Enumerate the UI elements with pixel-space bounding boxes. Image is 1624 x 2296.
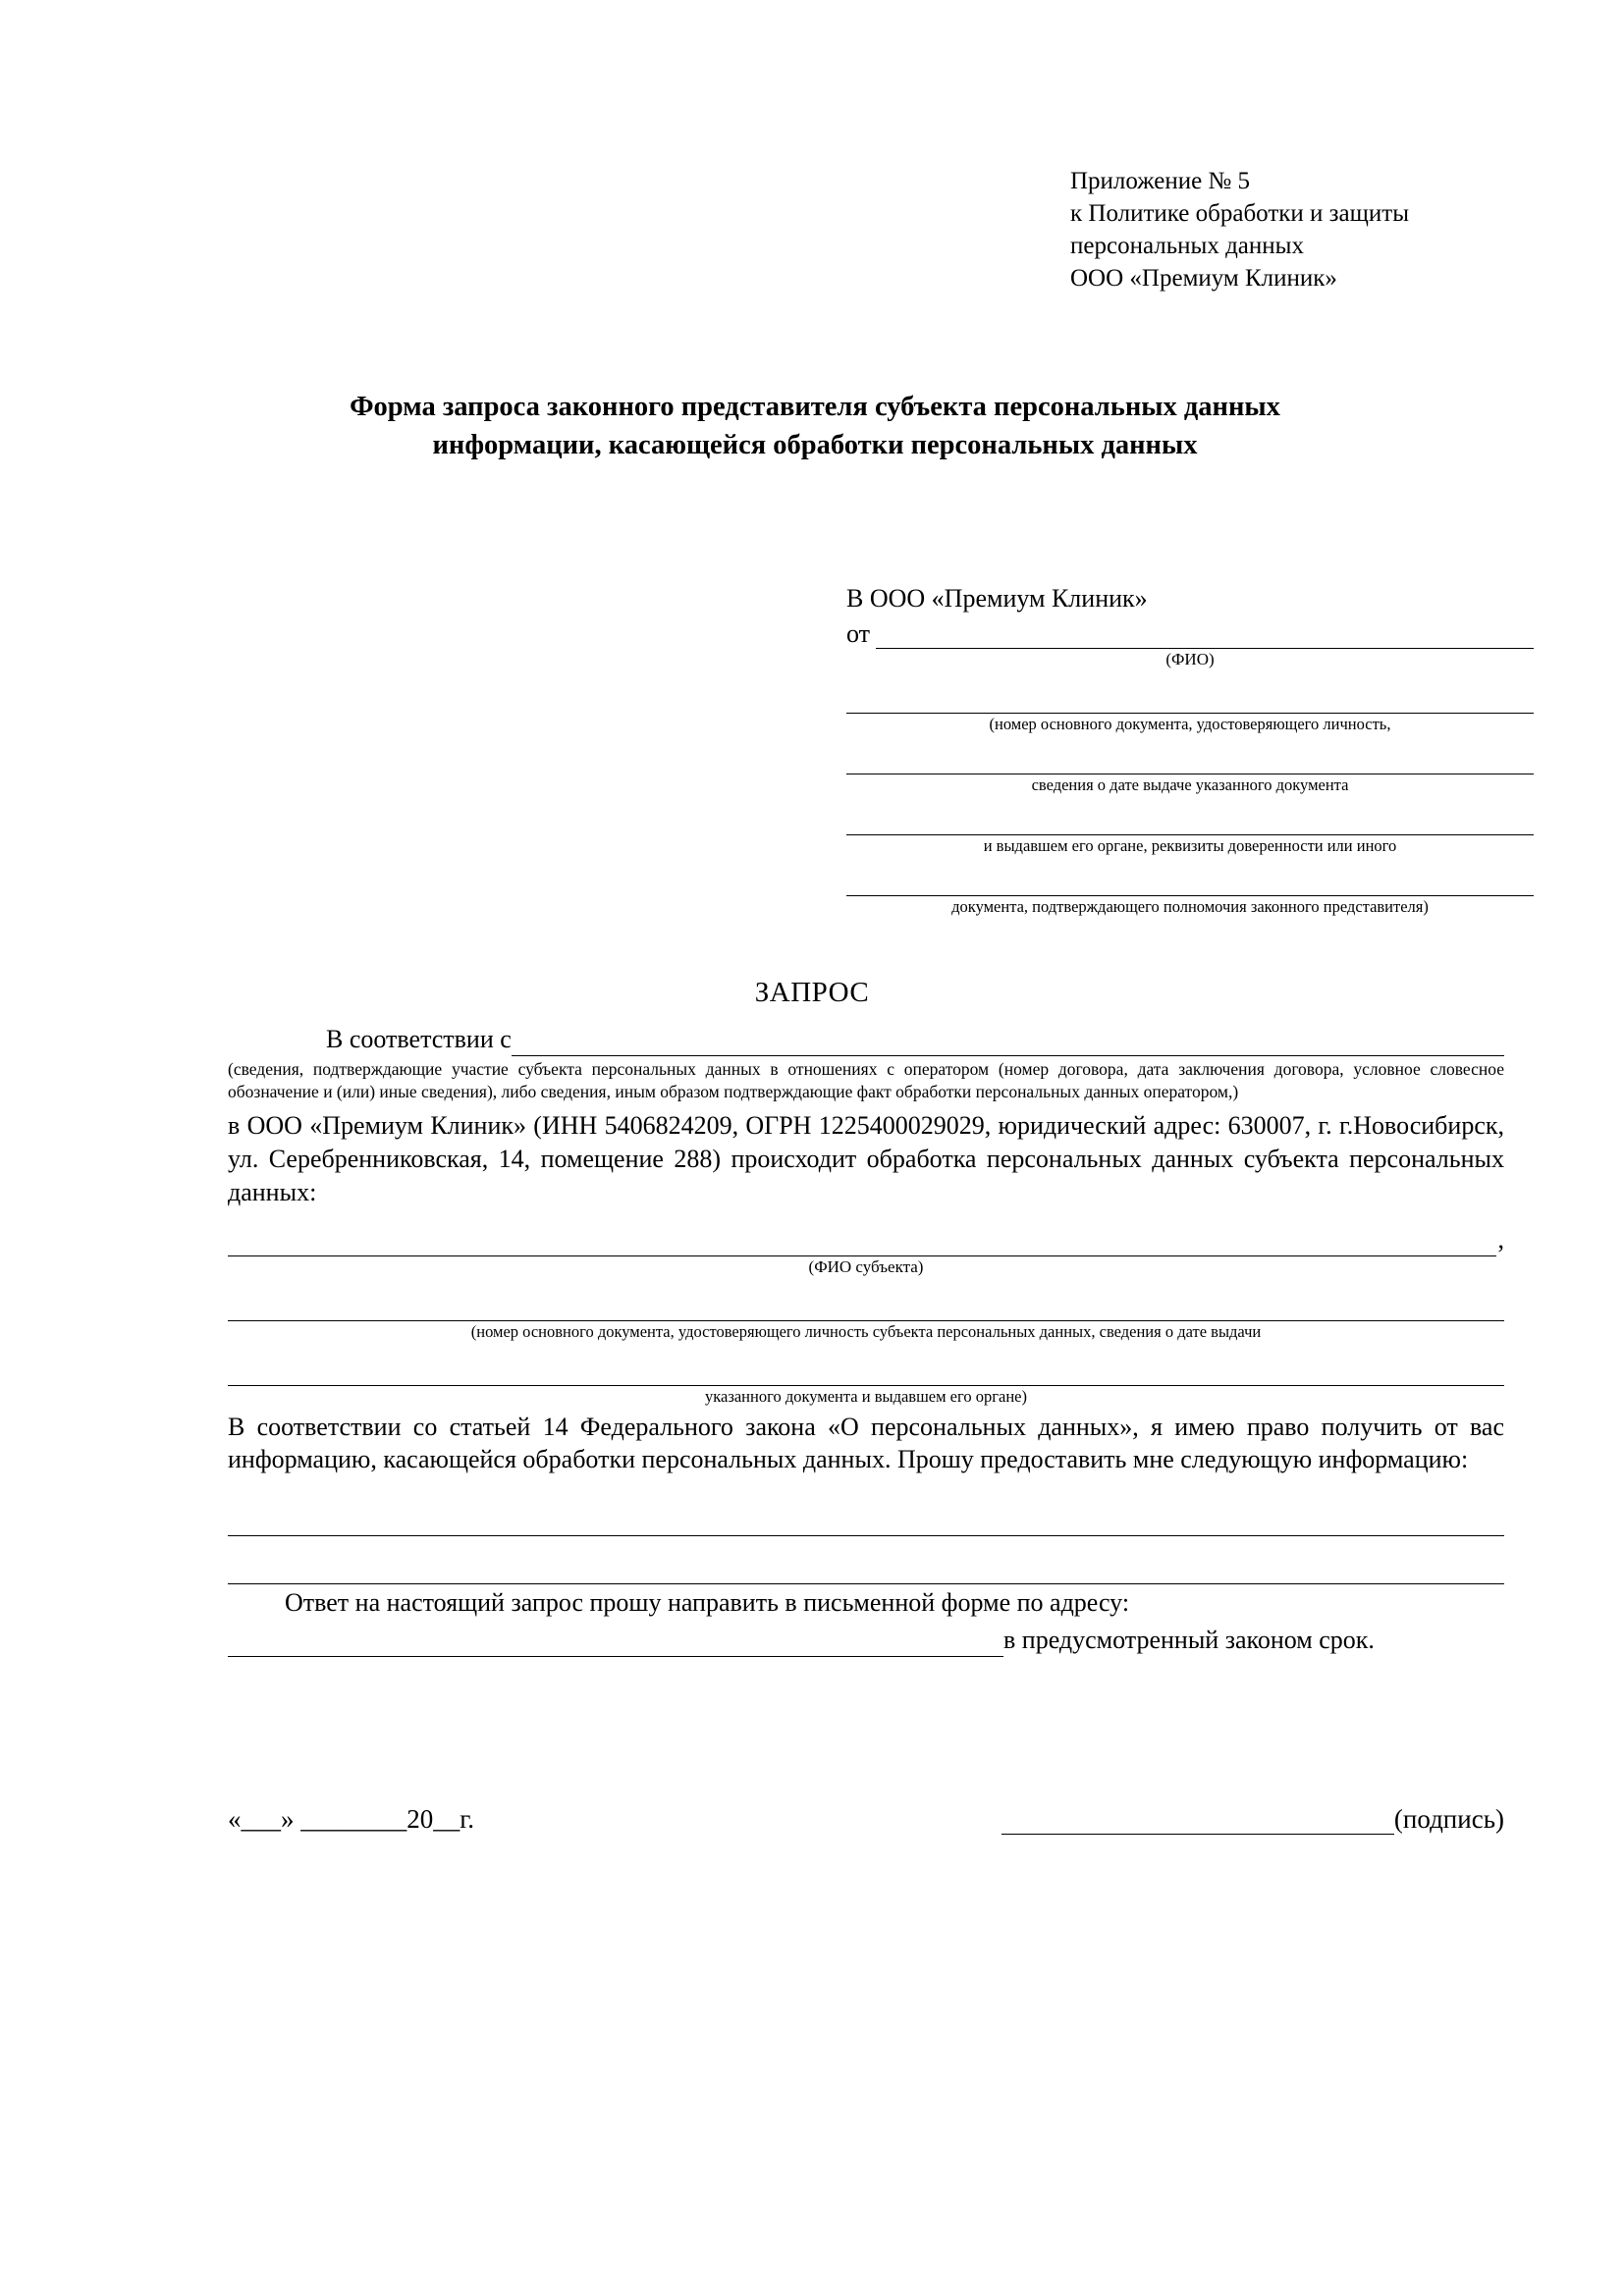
header-line-2: к Политике обработки и защиты: [1070, 200, 1410, 227]
date-field[interactable]: «___» ________20__г.: [228, 1804, 475, 1834]
subject-fio-fill-line[interactable]: [228, 1224, 1496, 1256]
signature-field: [1001, 1804, 1504, 1835]
doc-authority-fill-line[interactable]: [846, 866, 1534, 896]
subject-doc-issuer-fill-line[interactable]: [228, 1352, 1504, 1386]
in-accordance-row: [228, 1023, 1504, 1056]
in-accordance-label: В соответствии с: [326, 1025, 512, 1053]
caption-doc-issuer: и выдавшем его органе, реквизиты доверенности или иного: [983, 835, 1397, 855]
requested-info-line-1[interactable]: [228, 1502, 1504, 1536]
subject-doc-fill-line[interactable]: [228, 1287, 1504, 1321]
answer-sentence: Ответ на настоящий запрос прошу направить в письменной форме по адресу:: [285, 1588, 1130, 1618]
from-label: от: [846, 619, 871, 648]
in-accordance-fill-line[interactable]: [512, 1032, 1504, 1056]
requested-info-line-2[interactable]: [228, 1550, 1504, 1584]
from-fio-fill-line[interactable]: [876, 624, 1534, 649]
caption-subject-doc-2: указанного документа и выдавшем его органе): [705, 1386, 1027, 1406]
law-paragraph: В соответствии со статьей 14 Федерального закона «О персональных данных», я имею право получить от вас информацию, касающейся обработки персональных данных. Прошу предоставить мне следующую информацию:: [228, 1412, 1504, 1474]
header-line-3: персональных данных: [1070, 233, 1304, 259]
addressee-organization: В ООО «Премиум Клиник»: [846, 584, 1148, 613]
caption-doc-number: (номер основного документа, удостоверяющего личность,: [989, 715, 1391, 734]
signature-label: (подпись): [1393, 1804, 1504, 1834]
header-line-1: Приложение № 5: [1070, 168, 1251, 194]
header-line-4: ООО «Премиум Клиник»: [1070, 265, 1337, 292]
from-row: [846, 619, 1534, 649]
doc-number-fill-line[interactable]: [846, 683, 1534, 714]
answer-address-fill-line[interactable]: [228, 1625, 1003, 1657]
signature-row: [228, 1804, 1504, 1835]
caption-subject-doc: (номер основного документа, удостоверяющего личность субъекта персональных данных, сведения о дате выдачи: [470, 1321, 1262, 1341]
fine-note: (сведения, подтверждающие участие субъекта персональных данных в отношениях с оператором (номер договора, дата заключения договора, условное словесное обозначение и (или) иные сведения), либо сведения, иным образом подтверждающие факт обработки персональных данных оператором,): [228, 1058, 1504, 1102]
answer-address-tail: в предусмотренный законом срок.: [1003, 1625, 1375, 1654]
addressee-block: [846, 584, 1534, 917]
request-heading: ЗАПРОС: [754, 977, 870, 1008]
page-title: [206, 388, 1424, 465]
page-title-line-2: информации, касающейся обработки персональных данных: [432, 430, 1198, 461]
answer-address-row: [228, 1624, 1504, 1657]
caption-subject-fio: (ФИО субъекта): [808, 1256, 924, 1276]
organization-paragraph: в ООО «Премиум Клиник» (ИНН 5406824209, ОГРН 1225400029029, юридический адрес: 630007, г. г.Новосибирск, ул. Серебренниковская, 14, помещение 288) происходит обработка персональных данных субъекта персональных данных:: [228, 1111, 1504, 1206]
header-block: [1070, 165, 1532, 294]
subject-fio-comma: ,: [1497, 1224, 1504, 1254]
signature-fill-line[interactable]: [1001, 1808, 1394, 1835]
caption-fio: (ФИО): [1165, 650, 1215, 668]
doc-issuer-fill-line[interactable]: [846, 805, 1534, 835]
doc-date-fill-line[interactable]: [846, 744, 1534, 774]
document-body: [228, 1023, 1504, 1657]
caption-doc-authority: документа, подтверждающего полномочия законного представителя): [951, 896, 1429, 916]
caption-doc-date: сведения о дате выдаче указанного документа: [1031, 775, 1349, 795]
subject-fio-row: [228, 1223, 1504, 1256]
page-title-line-1: Форма запроса законного представителя субъекта персональных данных: [350, 392, 1280, 422]
